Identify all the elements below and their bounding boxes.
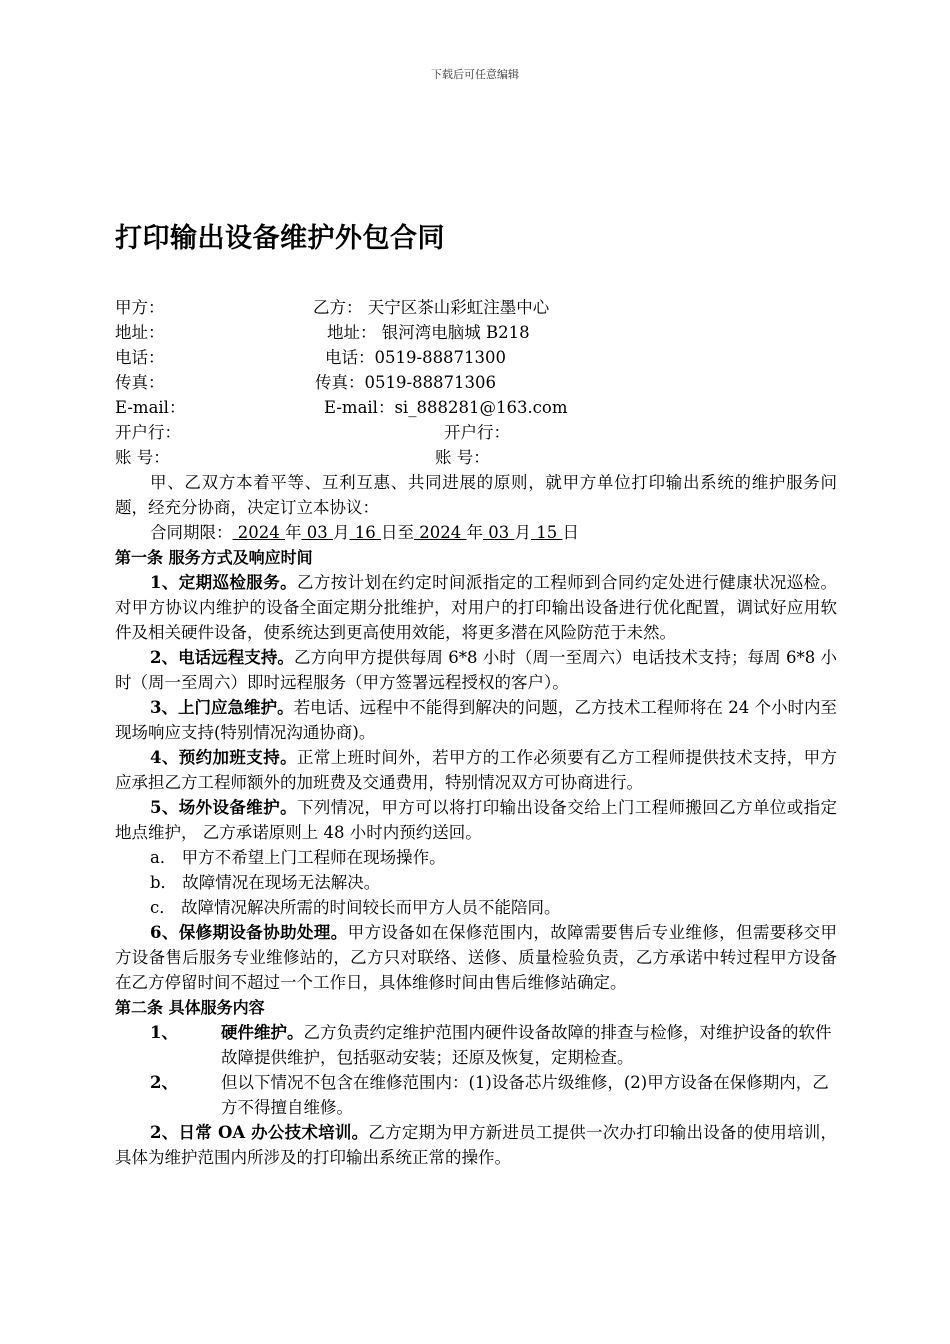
party-a-name-label: 甲方： [115, 298, 165, 317]
term-end-day: 15 [530, 523, 563, 542]
item-title: 硬件维护。 [221, 1023, 304, 1042]
party-a-phone-label: 电话： [115, 348, 165, 367]
paragraph-body: 乙方按计划在约定时间派指定的工程师到合同约定处进行健康状况巡检。对甲方协议内维护的设备全面定期分批维护，对用户的打印输出设备进行优化配置，调试好应用软件及相关硬件设备，使系统达到更高使用效能，将更多潜在风险防范于未然。 [115, 573, 838, 642]
party-b-address: 地址： 银河湾电脑城 B218 [327, 323, 530, 342]
paragraph-title: 2、电话远程支持。 [150, 648, 294, 667]
term-day-char: 日 [562, 523, 579, 542]
party-b-phone: 电话：0519-88871300 [325, 348, 507, 367]
list-item-a: a． 甲方不希望上门工程师在现场操作。 [150, 848, 446, 867]
paragraph-title: 2、日常 OA 办公技术培训。 [150, 1123, 369, 1142]
paragraph-body: 乙方向甲方提供每周 6*8 小时（周一至周六）电话技术支持；每周 6*8 小时（周一至周六）即时远程服务（甲方签署远程授权的客户）。 [115, 648, 837, 692]
paragraph-body: 乙方定期为甲方新进员工提供一次办打印输出设备的使用培训，具体为维护范围内所涉及的打印输出系统正常的操作。 [115, 1123, 837, 1167]
paragraph-title: 4、预约加班支持。 [150, 748, 297, 767]
article-1-paragraph-1 [115, 570, 837, 645]
party-a-email-label: E-mail： [115, 398, 186, 417]
list-item-c: c． 故障情况解决所需的时间较长而甲方人员不能陪同。 [150, 898, 561, 917]
article-1-paragraph-6 [115, 920, 837, 995]
term-year-char: 年 [466, 523, 483, 542]
term-month-char: 月 [514, 523, 531, 542]
party-a-address-label: 地址： [115, 323, 165, 342]
party-b-bank: 开户行： [444, 423, 510, 442]
article-2-item-1 [115, 1020, 837, 1070]
paragraph-title: 3、上门应急维护。 [150, 698, 294, 717]
term-start-day: 16 [349, 523, 381, 542]
intro-paragraph: 甲、乙双方本着平等、互利互惠、共同进展的原则，就甲方单位打印输出系统的维护服务问题，经充分协商，决定订立本协议： [115, 473, 837, 517]
party-b-name: 乙方： 天宁区茶山彩虹注墨中心 [313, 298, 550, 317]
article-2-item-2 [115, 1070, 837, 1120]
paragraph-body: 下列情况，甲方可以将打印输出设备交给上门工程师搬回乙方单位或指定地点维护， 乙方承诺原则上 48 小时内预约送回。 [115, 798, 838, 842]
paragraph-title: 5、场外设备维护。 [150, 798, 297, 817]
article-1-paragraph-2 [115, 645, 837, 695]
item-number: 2、 [150, 1073, 178, 1092]
term-year-char: 年 [284, 523, 302, 542]
party-row-bank [115, 420, 837, 445]
term-end-year: 2024 [413, 523, 467, 542]
list-item-b: b． 故障情况在现场无法解决。 [150, 873, 381, 892]
party-row-email [115, 395, 837, 420]
header-note: 下载后可任意编辑 [431, 68, 519, 81]
term-start-year: 2024 [232, 523, 285, 542]
party-a-account-label: 账 号： [115, 448, 170, 467]
article-1-paragraph-4 [115, 745, 837, 795]
item-body: 乙方负责约定维护范围内硬件设备故障的排查与检修，对维护设备的软件故障提供维护，包括驱动安装；还原及恢复，定期检查。 [221, 1023, 832, 1067]
term-day-to-char: 日至 [380, 523, 414, 542]
paragraph-title: 6、保修期设备协助处理。 [150, 923, 348, 942]
article-2-heading: 第二条 具体服务内容 [115, 998, 265, 1017]
paragraph-body: 正常上班时间外，若甲方的工作必须要有乙方工程师提供技术支持，甲方应承担乙方工程师额外的加班费及交通费用，特别情况双方可协商进行。 [115, 748, 838, 792]
term-start-month: 03 [301, 523, 333, 542]
contract-document [115, 216, 837, 1170]
party-b-account: 账 号： [435, 448, 490, 467]
article-1-heading: 第一条 服务方式及响应时间 [115, 548, 313, 567]
party-row-name [115, 295, 837, 320]
article-1-paragraph-3 [115, 695, 837, 745]
contract-term [115, 520, 837, 545]
party-b-email: E-mail：si_888281@163.com [324, 398, 568, 417]
term-label: 合同期限： [150, 523, 233, 542]
article-1-paragraph-5 [115, 795, 837, 845]
party-row-fax [115, 370, 837, 395]
term-end-month: 03 [482, 523, 515, 542]
paragraph-title: 1、定期巡检服务。 [150, 573, 297, 592]
article-2-paragraph-training [115, 1120, 837, 1170]
party-a-fax-label: 传真： [115, 373, 165, 392]
paragraph-body: 若电话、远程中不能得到解决的问题，乙方技术工程师将在 24 个小时内至现场响应支持(特别情况沟通协商)。 [115, 698, 837, 742]
party-info-block [115, 295, 837, 470]
paragraph-body: 甲方设备如在保修范围内，故障需要售后专业维修，但需要移交甲方设备售后服务专业维修站的，乙方只对联络、送修、质量检验负责，乙方承诺中转过程甲方设备在乙方停留时间不超过一个工作日，具体维修时间由售后维修站确定。 [115, 923, 838, 992]
document-title: 打印输出设备维护外包合同 [115, 223, 445, 254]
party-row-account [115, 445, 837, 470]
term-month-char: 月 [332, 523, 350, 542]
party-a-bank-label: 开户行： [115, 423, 181, 442]
item-number: 1、 [150, 1023, 178, 1042]
party-b-fax: 传真：0519-88871306 [315, 373, 497, 392]
party-row-address [115, 320, 837, 345]
item-body: 但以下情况不包含在维修范围内：(1)设备芯片级维修，(2)甲方设备在保修期内，乙方不得擅自维修。 [221, 1073, 829, 1117]
party-row-phone [115, 345, 837, 370]
